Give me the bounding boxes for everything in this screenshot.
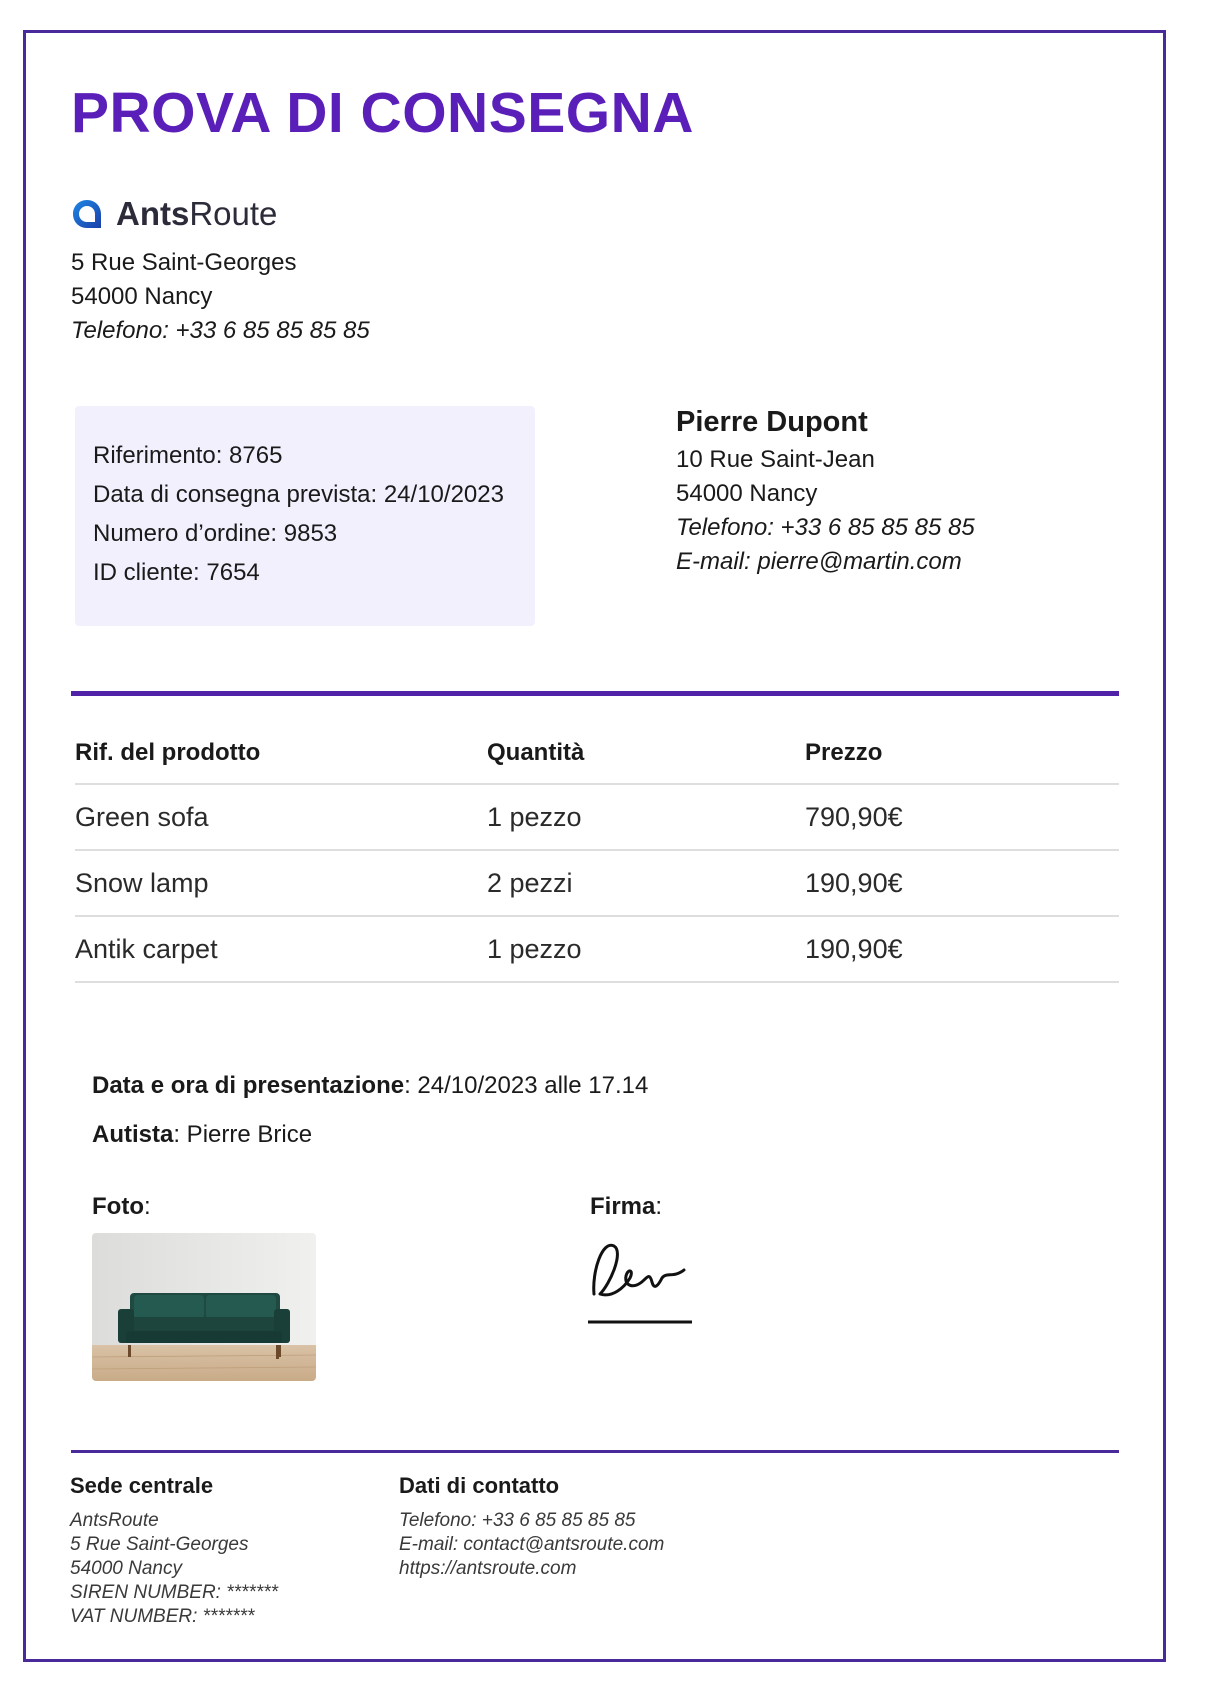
- footer-contact-title: Dati di contatto: [399, 1473, 560, 1498]
- sender-street: 5 Rue Saint-Georges: [71, 249, 297, 276]
- footer-line: 5 Rue Saint-Georges: [70, 1534, 249, 1555]
- footer-line: AntsRoute: [70, 1510, 159, 1531]
- recipient-name: Pierre Dupont: [676, 406, 868, 438]
- delivery-photo: [92, 1233, 316, 1381]
- footer-headquarters: [70, 1473, 278, 1629]
- sender-city: 54000 Nancy: [71, 283, 213, 310]
- product-name: Green sofa: [75, 784, 487, 850]
- signature-label: Firma:: [590, 1193, 663, 1220]
- recipient-street: 10 Rue Saint-Jean: [676, 446, 875, 473]
- column-header: Rif. del prodotto: [75, 727, 487, 784]
- antsroute-logo-icon: [70, 197, 104, 231]
- recipient-phone: Telefono: +33 6 85 85 85 85: [676, 514, 975, 541]
- column-header: Prezzo: [805, 727, 1119, 784]
- product-quantity: 2 pezzi: [487, 850, 805, 916]
- footer-line: VAT NUMBER: *******: [70, 1606, 255, 1627]
- photo-label: Foto:: [92, 1193, 151, 1220]
- page-title: PROVA DI CONSEGNA: [71, 81, 694, 145]
- signature-image: [588, 1232, 692, 1326]
- footer-email: E-mail: contact@antsroute.com: [399, 1534, 665, 1555]
- product-price: 190,90€: [805, 850, 1119, 916]
- company-logo: [70, 192, 277, 236]
- table-row: [75, 784, 1119, 850]
- products-table: [75, 727, 1119, 983]
- driver: Autista: Pierre Brice: [92, 1121, 313, 1148]
- reference: Riferimento: 8765: [93, 442, 283, 469]
- section-divider: [71, 691, 1119, 696]
- order-info-box: [75, 406, 535, 626]
- logo-wordmark: AntsRoute: [116, 195, 278, 232]
- table-header-row: [75, 727, 1119, 784]
- footer-line: SIREN NUMBER: *******: [70, 1582, 278, 1603]
- customer-id: ID cliente: 7654: [93, 559, 260, 586]
- footer-hq-title: Sede centrale: [70, 1473, 214, 1498]
- sender-address: [71, 246, 370, 348]
- footer-contact: [399, 1473, 664, 1581]
- product-name: Snow lamp: [75, 850, 487, 916]
- product-price: 790,90€: [805, 784, 1119, 850]
- delivery-details: [92, 1072, 648, 1170]
- product-price: 190,90€: [805, 916, 1119, 982]
- product-quantity: 1 pezzo: [487, 784, 805, 850]
- footer-line: 54000 Nancy: [70, 1558, 182, 1579]
- expected-delivery-date: Data di consegna prevista: 24/10/2023: [93, 481, 504, 508]
- presentation-datetime: Data e ora di presentazione: 24/10/2023 alle 17.14: [92, 1072, 649, 1099]
- table-row: [75, 916, 1119, 982]
- recipient-block: [676, 402, 975, 579]
- table-row: [75, 850, 1119, 916]
- recipient-city: 54000 Nancy: [676, 480, 818, 507]
- sender-phone: Telefono: +33 6 85 85 85 85: [71, 317, 370, 344]
- column-header: Quantità: [487, 727, 805, 784]
- footer-phone: Telefono: +33 6 85 85 85 85: [399, 1510, 636, 1531]
- product-quantity: 1 pezzo: [487, 916, 805, 982]
- recipient-email: E-mail: pierre@martin.com: [676, 548, 962, 575]
- order-number: Numero d’ordine: 9853: [93, 520, 338, 547]
- product-name: Antik carpet: [75, 916, 487, 982]
- footer-divider: [71, 1450, 1119, 1453]
- footer-website: https://antsroute.com: [399, 1558, 577, 1579]
